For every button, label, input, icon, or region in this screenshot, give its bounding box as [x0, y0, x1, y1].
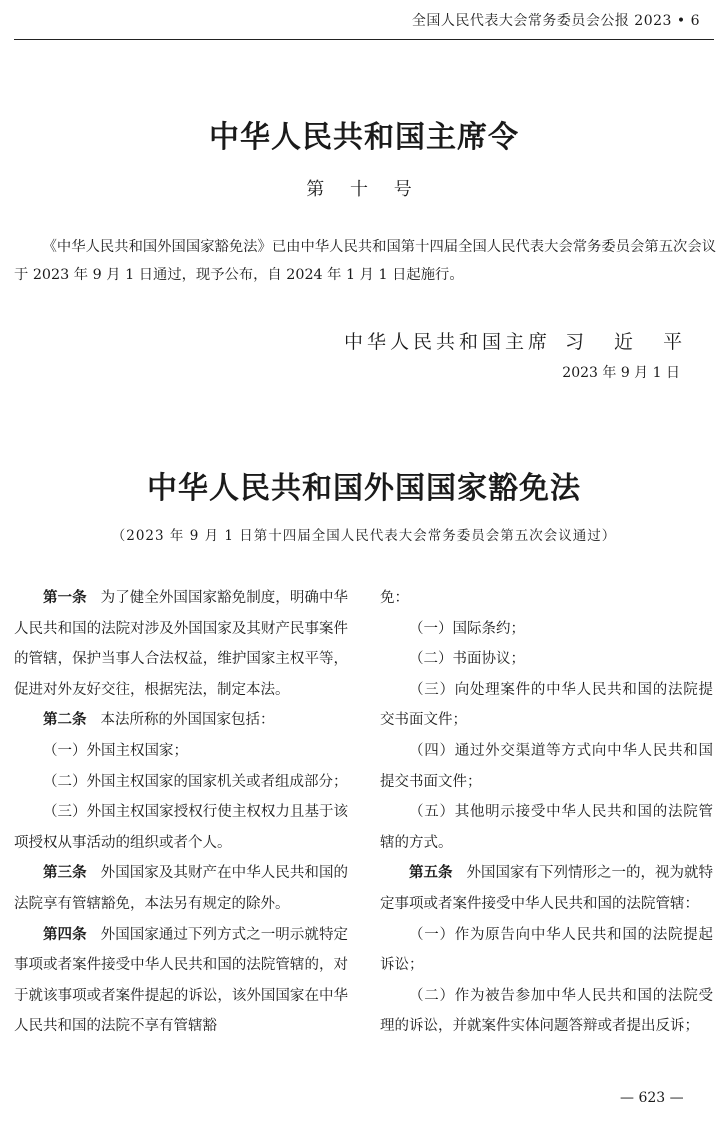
list-item: （二）外国主权国家的国家机关或者组成部分；: [43, 773, 348, 790]
list-item: （三）外国主权国家授权行使主权权力且基于该项授权从事活动的组织或者个人。: [14, 804, 348, 851]
list-item: （三）向处理案件的中华人民共和国的法院提交书面文件；: [380, 681, 713, 729]
article-text: 外国国家有下列情形之一的，视为就特定事项或者案件接受中华人民共和国的法院管辖：: [380, 865, 713, 912]
article-label: 第二条: [43, 712, 87, 729]
list-item: （一）国际条约；: [409, 620, 525, 637]
page-number: — 623 —: [620, 1090, 684, 1106]
article-2: [14, 705, 348, 736]
article-label: 第一条: [43, 590, 87, 606]
article-4: [14, 920, 348, 1042]
article-label: 第三条: [43, 865, 87, 882]
article-4-continuation: 免：: [380, 590, 409, 606]
signature-block: [344, 327, 694, 354]
journal-header-text: 全国人民代表大会常务委员会公报 2023 • 6: [411, 13, 700, 29]
article-5: [380, 858, 713, 919]
article-label: 第四条: [43, 926, 87, 943]
promulgation-text: [14, 233, 716, 289]
left-column: [14, 583, 348, 1042]
signer-title: 中华人民共和国主席: [344, 331, 552, 353]
list-item: （二）作为被告参加中华人民共和国的法院受理的诉讼，并就案件实体问题答辩或者提出反诉；: [380, 987, 713, 1035]
list-item: （二）书面协议；: [409, 651, 525, 668]
list-item: （一）作为原告向中华人民共和国的法院提起诉讼；: [380, 926, 713, 974]
law-title: 中华人民共和国外国国家豁免法: [147, 471, 581, 506]
law-adoption-note: （2023 年 9 月 1 日第十四届全国人民代表大会常务委员会第五次会议通过）: [111, 528, 617, 544]
right-column: [380, 583, 713, 1042]
list-item: （一）外国主权国家；: [43, 742, 188, 759]
presidential-order-title: 中华人民共和国主席令: [209, 120, 519, 155]
article-label: 第五条: [409, 865, 453, 882]
order-number: 第 十 号: [306, 179, 422, 200]
article-text: 本法所称的外国国家包括：: [100, 712, 275, 729]
article-1: [14, 583, 348, 705]
signer-name: 习 近 平: [565, 331, 695, 353]
signature-date: 2023 年 9 月 1 日: [562, 365, 680, 381]
article-text: 为了健全外国国家豁免制度，明确中华人民共和国的法院对涉及外国国家及其财产民事案件的管辖，保护当事人合法权益，维护国家主权平等，促进对外友好交往，根据宪法，制定本法。: [14, 590, 349, 698]
article-3: [14, 858, 348, 919]
article-text: 外国国家通过下列方式之一明示就特定事项或者案件接受中华人民共和国的法院管辖的，对于就该事项或者案件提起的诉讼，该外国国家在中华人民共和国的法院不享有管辖豁: [14, 926, 349, 1035]
promulgation-paragraph: 《中华人民共和国外国国家豁免法》已由中华人民共和国第十四届全国人民代表大会常务委员会第五次会议于 2023 年 9 月 1 日通过，现予公布，自 2024 年 1 月 1 日起施行。: [14, 239, 716, 283]
list-item: （五）其他明示接受中华人民共和国的法院管辖的方式。: [380, 804, 713, 851]
list-item: （四）通过外交渠道等方式向中华人民共和国提交书面文件；: [380, 742, 713, 790]
running-header: [14, 0, 714, 40]
article-text: 外国国家及其财产在中华人民共和国的法院享有管辖豁免，本法另有规定的除外。: [14, 865, 349, 912]
